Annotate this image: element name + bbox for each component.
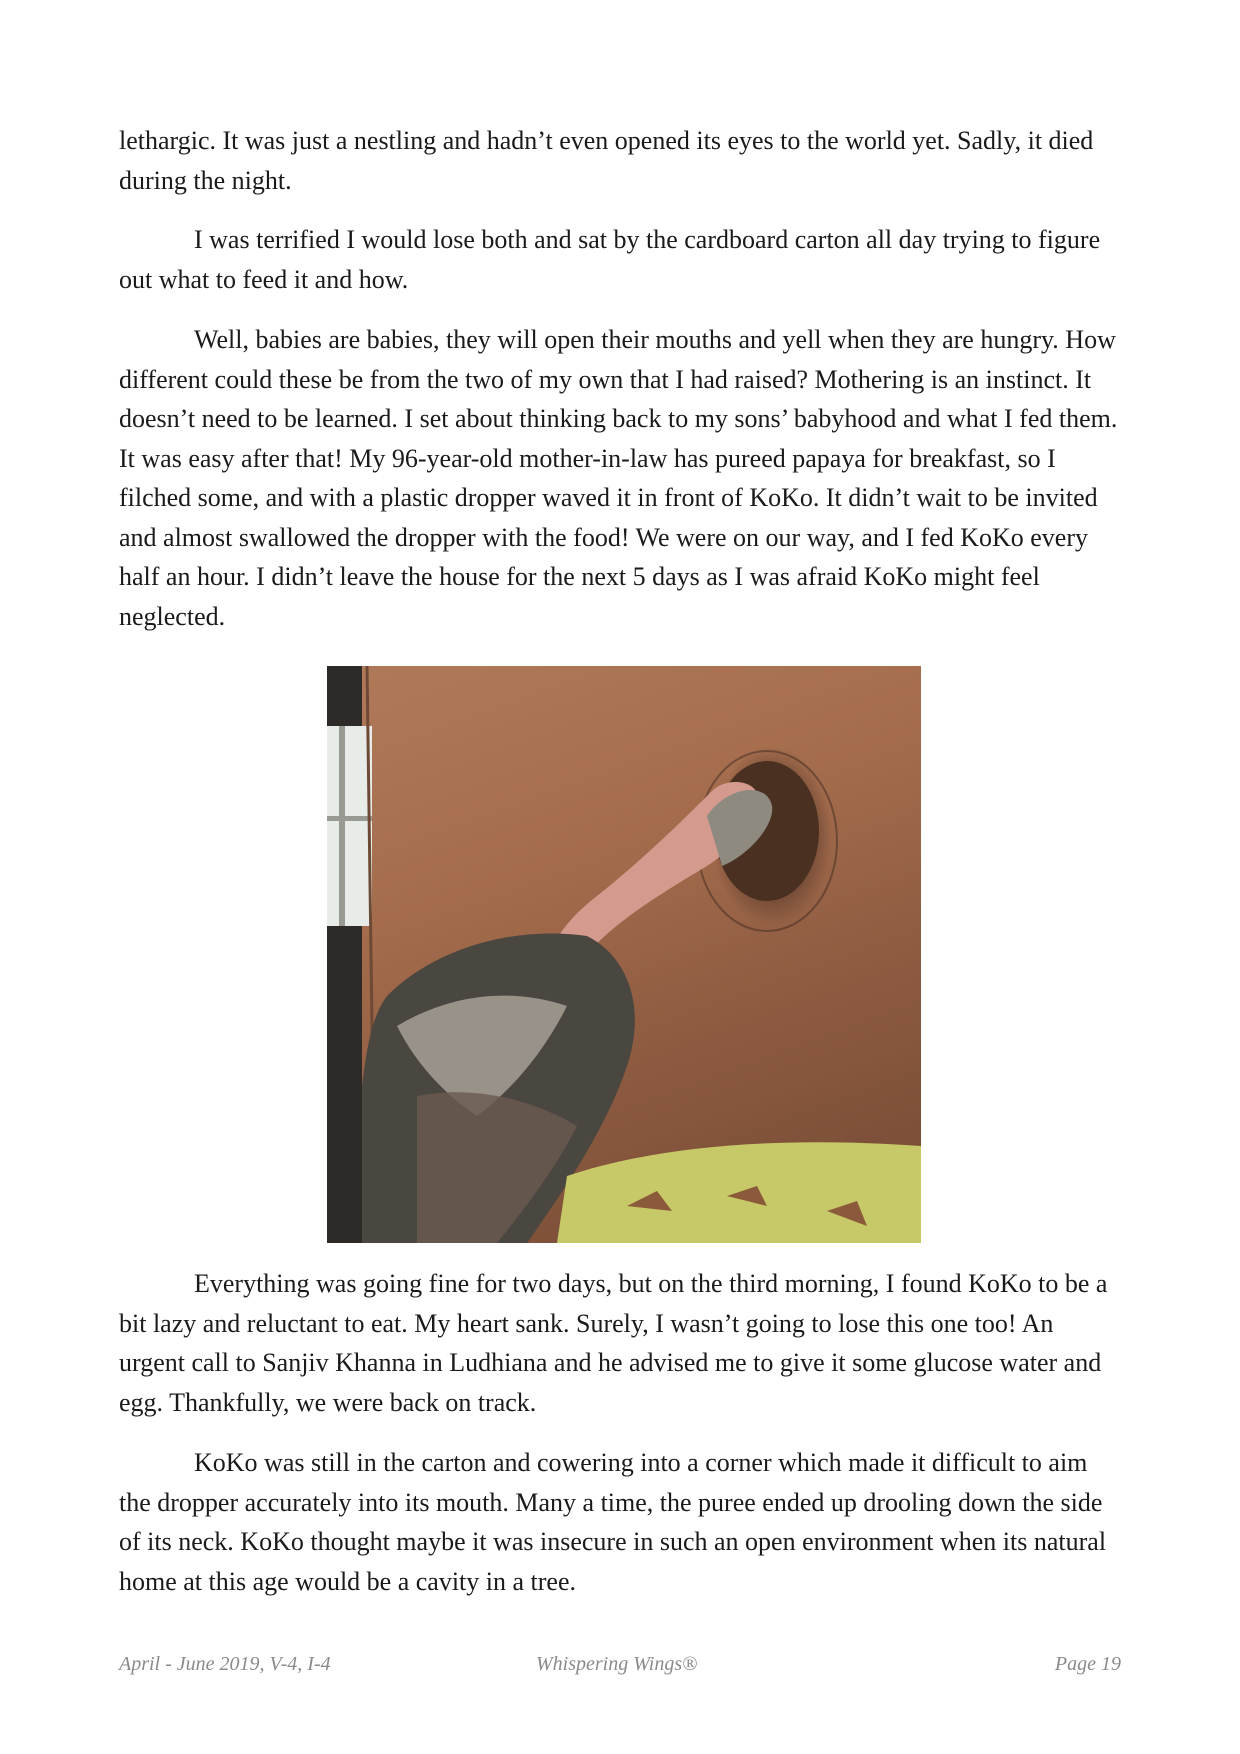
- footer-issue-date: April - June 2019, V-4, I-4: [119, 1653, 331, 1675]
- paragraph-1: lethargic. It was just a nestling and hadn’t even opened its eyes to the world yet. Sadly, it died during the night.: [119, 126, 1094, 195]
- photo-window-light: [327, 726, 372, 926]
- footer-publication-name: Whispering Wings®: [536, 1653, 698, 1675]
- paragraph-3: Well, babies are babies, they will open their mouths and yell when they are hungry. How different could these be from the two of my own that I had raised? Mothering is an instinct. It doesn’t need to be learned. I set about thinking back to my sons’ babyhood and what I fed them. It was easy after that! My 96-year-old mother-in-law has pureed papaya for breakfast, so I filched some, and with a plastic dropper waved it in front of KoKo. It didn’t wait to be invited and almost swallowed the dropper with the food! We were on our way, and I fed KoKo every half an hour. I didn’t leave the house for the next 5 days as I was afraid KoKo might feel neglected.: [119, 325, 1118, 631]
- photo-window-bar: [339, 726, 345, 926]
- bird-photo: [327, 666, 921, 1243]
- bird-photo-illustration: [327, 666, 921, 1243]
- paragraph-5: KoKo was still in the carton and cowering into a corner which made it difficult to aim the dropper accurately into its mouth. Many a time, the puree ended up drooling down the side of its neck. KoKo thought maybe it was insecure in such an open environment when its natural home at this age would be a cavity in a tree.: [119, 1448, 1107, 1596]
- footer-page-number: Page 19: [1054, 1653, 1121, 1675]
- paragraph-2: I was terrified I would lose both and sat by the cardboard carton all day trying to figure out what to feed it and how.: [119, 225, 1101, 294]
- photo-window-bar-h: [327, 816, 372, 821]
- paragraph-4: Everything was going fine for two days, but on the third morning, I found KoKo to be a bit lazy and reluctant to eat. My heart sank. Surely, I wasn’t going to lose this one too! An urgent call to Sanjiv Khanna in Ludhiana and he advised me to give it some glucose water and egg. Thankfully, we were back on track.: [119, 1269, 1108, 1417]
